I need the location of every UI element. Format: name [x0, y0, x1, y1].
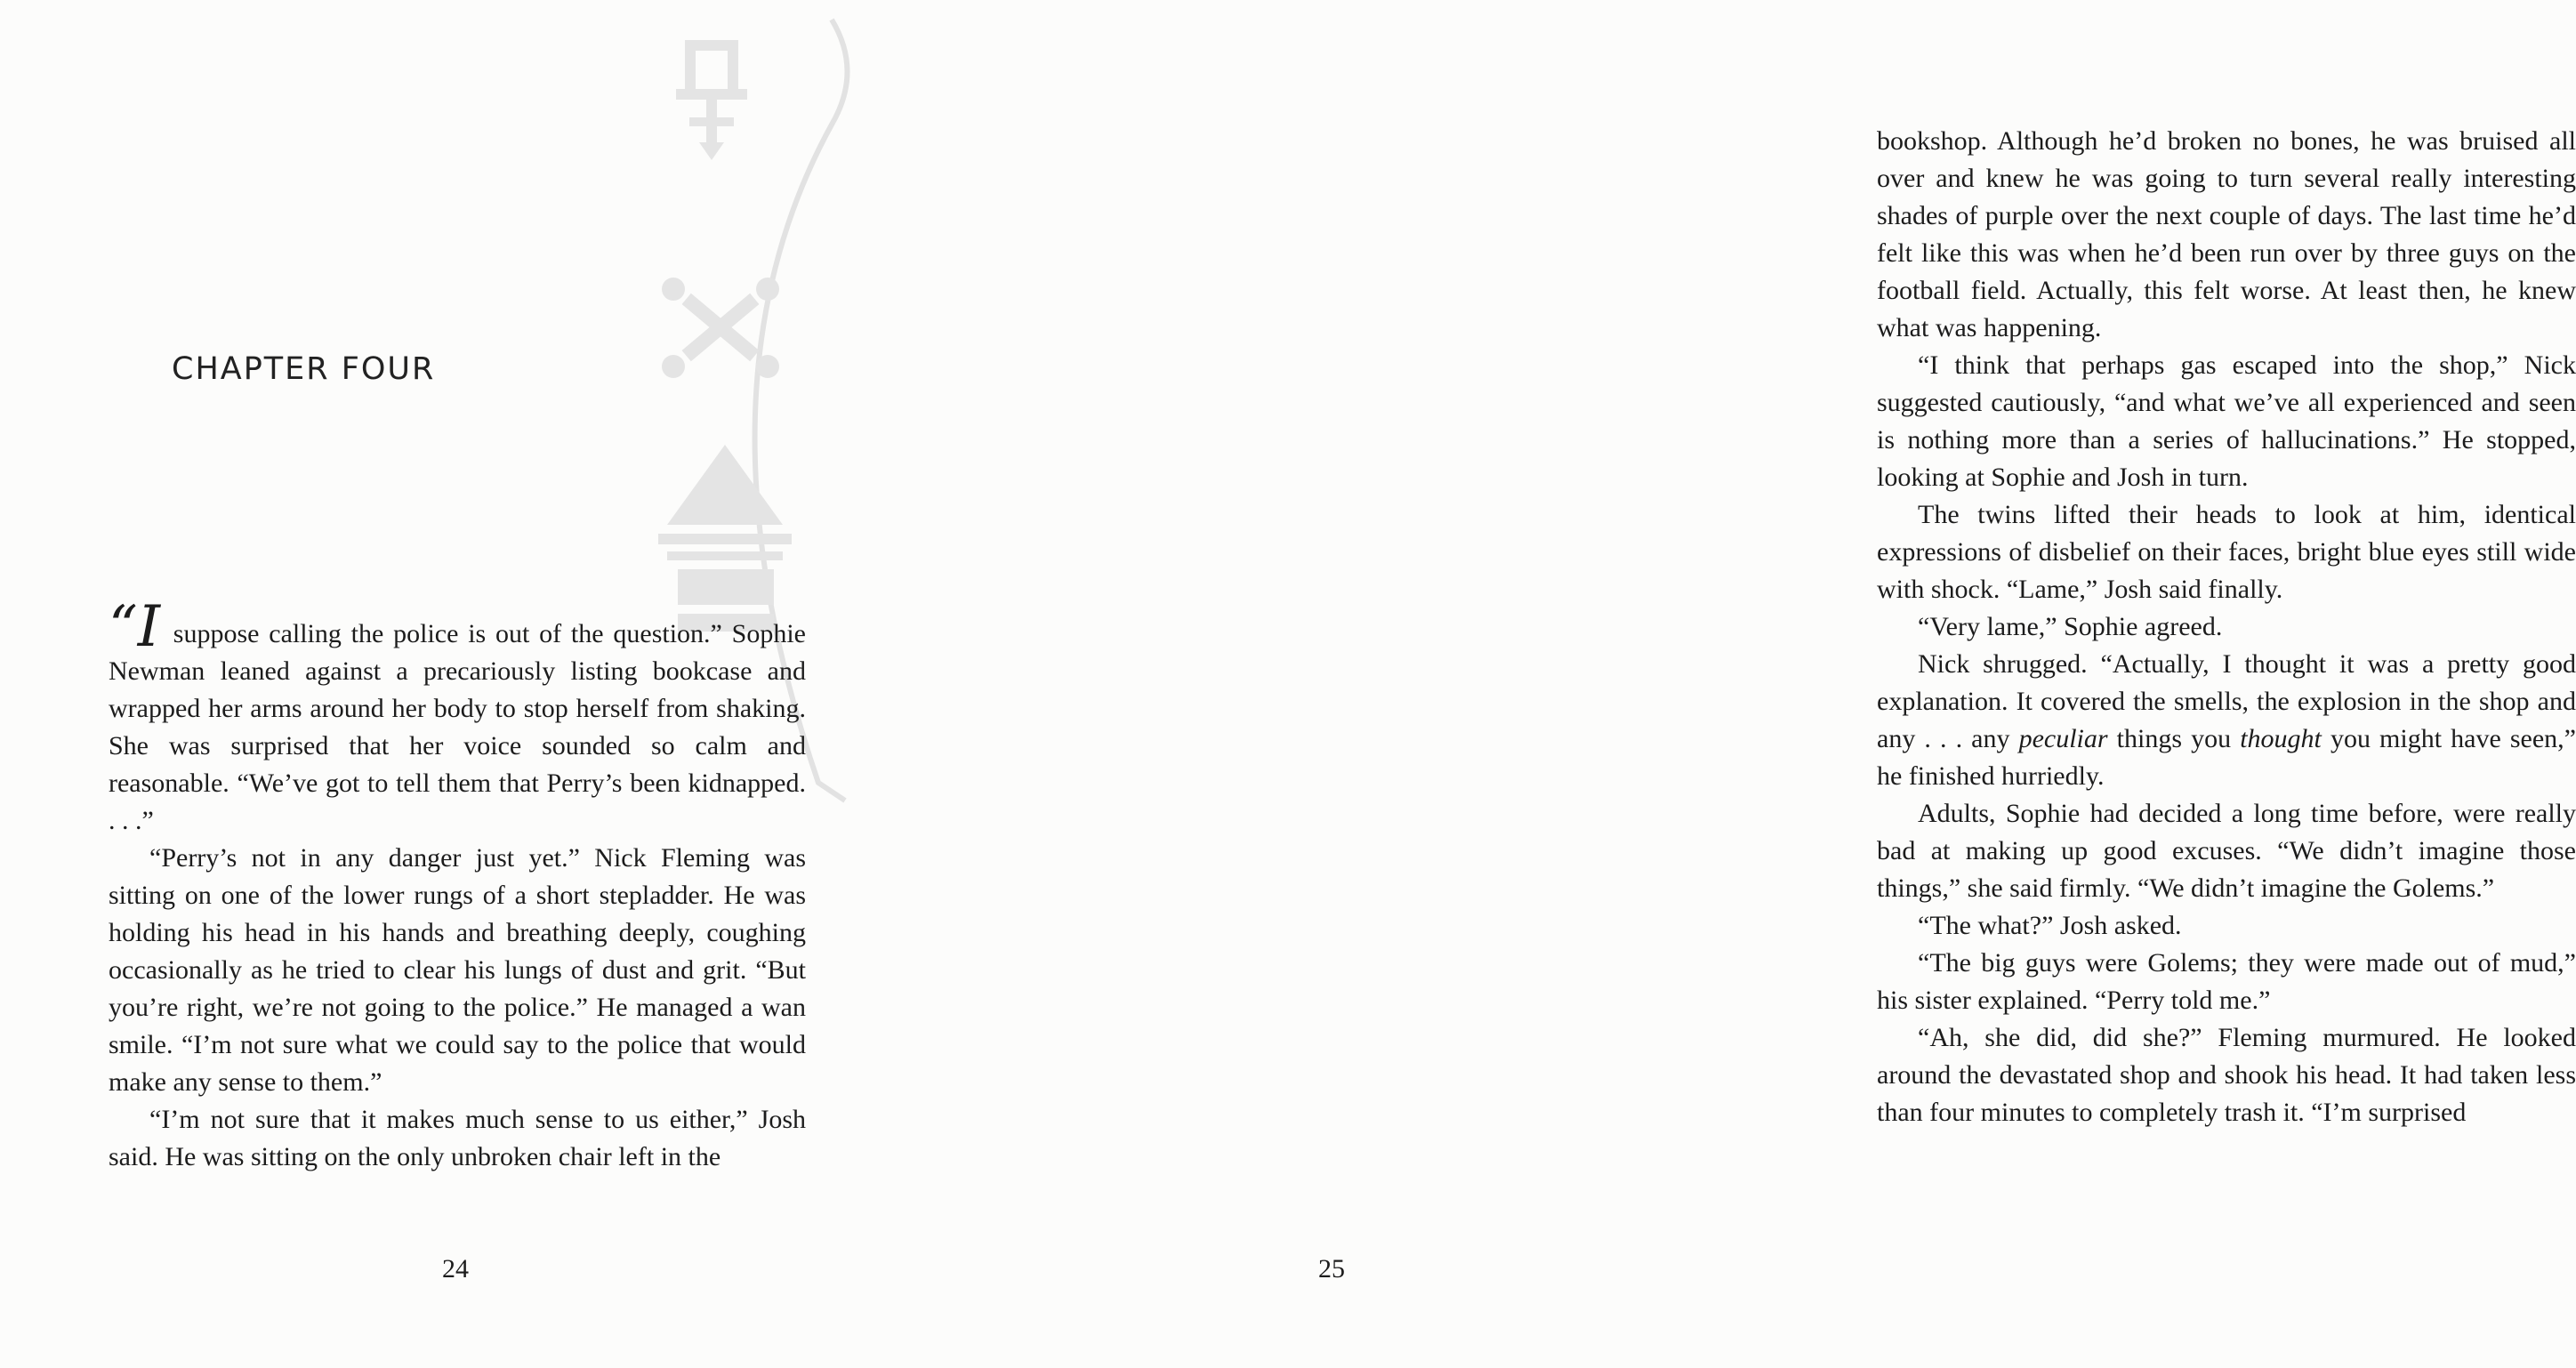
paragraph: “Very lame,” Sophie agreed.	[1918, 612, 2223, 641]
paragraph: “Perry’s not in any danger just yet.” Nick Fleming was sitting on one of the lower rungs of a short stepladder. He was holding his head in his hands and breathing deeply, coughing occasionally as he tried to clear his lungs of dust and grit. “But you’re right, we’re not going to the police.” He managed a wan smile. “I’m not sure what we could say to the police that would make any sense to them.”	[109, 843, 806, 1097]
paragraph: “The what?” Josh asked.	[1918, 911, 2182, 940]
left-page	[0, 0, 890, 1368]
paragraph-text: suppose calling the police is out of the question.” Sophie Newman leaned against a precariously listing bookcase and wrapped her arms around her body to stop herself from shaking. She was surprised that her voice sounded so calm and reasonable. “We’ve got to tell them that Perry’s been kidnapped. . . .”	[109, 619, 806, 835]
left-page-text	[109, 594, 806, 1176]
paragraph: “Ah, she did, did she?” Fleming murmured. He looked around the devastated shop and shook his head. It had taken less than four minutes to completely trash it. “I’m surprised	[1877, 1023, 2576, 1127]
chapter-title: CHAPTER FOUR	[172, 351, 436, 387]
triangle-symbol	[667, 445, 783, 525]
emphasized-text: thought	[2240, 724, 2322, 753]
paragraph: Adults, Sophie had decided a long time before, were really bad at making up good excuses. “We didn’t imagine those things,” she said firmly. “We didn’t imagine the Golems.”	[1877, 799, 2576, 903]
paragraph: “I think that perhaps gas escaped into the shop,” Nick suggested cautiously, “and what we’ve all experienced and seen is nothing more than a series of hallucinations.” He stopped, looking at Sophie and Josh in turn.	[1877, 350, 2576, 492]
drop-cap: “I	[109, 594, 160, 660]
paragraph: bookshop. Although he’d broken no bones, he was bruised all over and knew he was going to turn several really interesting shades of purple over the next couple of days. The last time he’d felt like this was when he’d been run over by three guys on the football field. Actually, this felt worse. At least then, he knew what was happening.	[1877, 126, 2576, 342]
paragraph	[109, 594, 806, 840]
paragraph: The twins lifted their heads to look at him, identical expressions of disbelief on their faces, bright blue eyes still wide with shock. “Lame,” Josh said finally.	[1877, 500, 2576, 604]
paragraph: “I’m not sure that it makes much sense to us either,” Josh said. He was sitting on the only unbroken chair left in the	[109, 1105, 806, 1171]
page-number: 25	[1318, 1254, 1345, 1284]
page-number: 24	[442, 1254, 469, 1284]
paragraph: “The big guys were Golems; they were made out of mud,” his sister explained. “Perry told me.”	[1877, 948, 2576, 1015]
right-page	[890, 0, 2576, 1368]
paragraph: Nick shrugged. “Actually, I thought it was a pretty good explanation. It covered the smells, the explosion in the shop and any . . . any peculiar things you thought you might have seen,” he finished hurriedly.	[1877, 649, 2576, 791]
emphasized-text: peculiar	[2018, 724, 2108, 753]
right-page-text	[1877, 123, 2576, 1131]
